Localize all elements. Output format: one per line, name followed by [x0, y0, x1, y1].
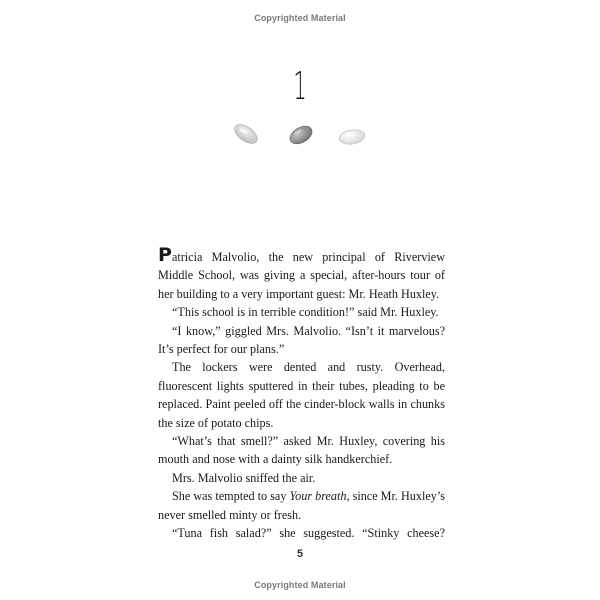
paragraph-5: “What’s that smell?” asked Mr. Huxley, covering his mouth and nose with a dainty silk handkerchief.: [158, 434, 445, 467]
copyright-header: Copyrighted Material: [254, 13, 346, 23]
paragraph-4: The lockers were dented and rusty. Overhead, fluorescent lights sputtered in their tubes, pleading to be replaced. Paint peeled off the cinder-block walls in chunks the size of potato chips.: [158, 360, 445, 430]
page-number: 5: [296, 548, 304, 560]
jellybean-icon: [231, 121, 260, 147]
paragraph-7: [158, 487, 445, 524]
jellybean-icon: [287, 123, 315, 148]
jellybean-icon: [338, 128, 366, 145]
paragraph-7-end: since Mr. Huxley’s never smelled minty or fresh.: [158, 489, 445, 522]
paragraph-7-start: She was tempted to say: [172, 489, 290, 504]
paragraph-2: “This school is in terrible condition!” said Mr. Huxley.: [172, 305, 439, 320]
paragraph-3: “I know,” giggled Mrs. Malvolio. “Isn’t it marvelous? It’s perfect for our plans.”: [158, 323, 445, 357]
copyright-footer: Copyrighted Material: [254, 580, 346, 590]
chapter-number: 1: [293, 64, 307, 108]
paragraph-8: “Tuna fish salad?” she suggested. “Stinky cheese?: [172, 526, 445, 541]
chapter-ornament: [228, 118, 374, 152]
paragraph-1: Patricia Malvolio, the new principal of Riverview Middle School, was giving a special, after-hours tour of her building to a very important guest: Mr. Heath Huxley.: [158, 244, 445, 301]
paragraph-7-italic: Your breath,: [289, 489, 350, 504]
chapter-body: [158, 244, 445, 543]
paragraph-6: Mrs. Malvolio sniffed the air.: [172, 470, 316, 485]
